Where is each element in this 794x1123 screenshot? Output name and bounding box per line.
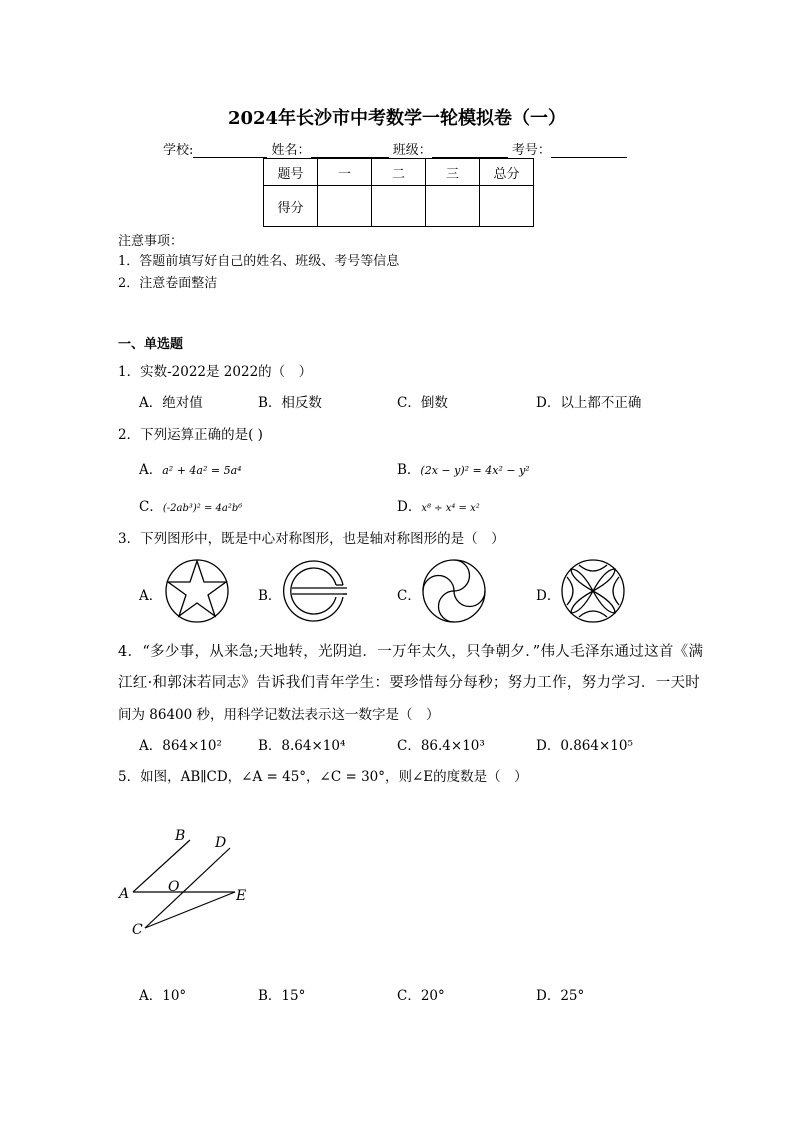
exam-no-blank[interactable] (551, 143, 627, 158)
student-info-line (163, 139, 627, 158)
note-item: 1．答题前填写好自己的姓名、班级、考号等信息 (118, 254, 400, 269)
question-4-stem-line: 间为 86400 秒，用科学记数法表示这一数字是（ ） (118, 707, 440, 723)
q1-option-a[interactable]: A．绝对值 (139, 395, 203, 411)
question-4-stem-line: 4．“多少事，从来急;天地转，光阴迫．一万年太久，只争朝夕．”伟人毛泽东通过这首《满 (118, 644, 704, 660)
score-row-label: 得分 (264, 186, 318, 227)
option-formula: x⁸ ÷ x⁴ = x² (421, 503, 480, 514)
geometry-figure (115, 820, 265, 940)
option-formula: (2x − y)² = 4x² − y² (420, 464, 530, 477)
score-table-header-row (264, 159, 534, 186)
point-label-c: C (132, 922, 143, 938)
question-5-stem: 5．如图，AB∥CD，∠A = 45°，∠C = 30°，则∠E的度数是（ ） (118, 769, 528, 785)
option-letter: B． (397, 462, 421, 478)
q2-option-b[interactable] (397, 458, 530, 478)
notes-heading: 注意事项： (118, 234, 184, 249)
name-label: 姓名： (271, 143, 311, 158)
question-2-stem: 2．下列运算正确的是( ) (118, 427, 263, 443)
section-heading: 一、单选题 (118, 337, 184, 352)
point-label-d: D (215, 835, 227, 851)
q2-option-d[interactable] (397, 495, 480, 515)
q4-option-c[interactable]: C．86.4×10³ (397, 738, 485, 754)
option-formula: (-2ab³)² = 4a²b⁶ (162, 503, 243, 514)
score-table (263, 158, 534, 227)
q5-option-d[interactable]: D．25° (536, 988, 585, 1004)
score-table-score-row (264, 186, 534, 227)
q4-option-b[interactable]: B．8.64×10⁴ (258, 738, 346, 754)
score-header-cell: 三 (426, 159, 480, 186)
point-label-a: A (119, 886, 130, 902)
option-letter: A． (139, 462, 163, 478)
q5-option-b[interactable]: B．15° (258, 988, 306, 1004)
q2-option-c[interactable] (139, 495, 242, 515)
note-item: 2．注意卷面整洁 (118, 276, 218, 291)
swirl-in-circle-icon[interactable] (420, 557, 488, 625)
q4-option-d[interactable]: D．0.864×10⁵ (536, 738, 633, 754)
option-formula: a² + 4a² = 5a⁴ (162, 464, 242, 477)
option-letter: C． (139, 499, 163, 515)
q3-option-b-label[interactable]: B． (258, 588, 282, 604)
school-label: 学校: (163, 143, 194, 158)
four-petal-in-circle-icon[interactable] (559, 557, 627, 625)
question-1-stem: 1．实数-2022是 2022的（ ） (118, 364, 313, 380)
score-cell[interactable] (372, 186, 426, 227)
e-shape-in-circle-icon[interactable] (281, 557, 349, 625)
question-3-stem: 3．下列图形中，既是中心对称图形，也是轴对称图形的是（ ） (118, 531, 505, 547)
name-blank[interactable] (311, 143, 389, 158)
q4-option-a[interactable]: A．864×10² (139, 738, 222, 754)
q5-option-c[interactable]: C．20° (397, 988, 445, 1004)
score-header-cell: 二 (372, 159, 426, 186)
question-4-stem-line: 江红·和郭沫若同志》告诉我们青年学生：要珍惜每分每秒；努力工作，努力学习．一天时 (118, 675, 701, 691)
q2-option-a[interactable] (139, 458, 242, 478)
q3-option-c-label[interactable]: C． (397, 588, 421, 604)
point-label-o: O (168, 879, 180, 895)
score-header-cell: 一 (318, 159, 372, 186)
class-blank[interactable] (432, 143, 508, 158)
q3-option-a-label[interactable]: A． (139, 588, 163, 604)
score-cell[interactable] (318, 186, 372, 227)
point-label-e: E (236, 888, 247, 904)
score-cell[interactable] (480, 186, 534, 227)
point-label-b: B (175, 828, 186, 844)
q1-option-c[interactable]: C．倒数 (397, 395, 448, 411)
star-in-circle-icon[interactable] (163, 557, 231, 625)
q1-option-d[interactable]: D．以上都不正确 (536, 395, 642, 411)
score-header-cell: 总分 (480, 159, 534, 186)
q3-option-d-label[interactable]: D． (536, 588, 561, 604)
class-label: 班级： (392, 143, 432, 158)
page-title: 2024年长沙市中考数学一轮模拟卷（一） (227, 108, 567, 129)
q5-option-a[interactable]: A．10° (139, 988, 187, 1004)
option-letter: D． (397, 499, 422, 515)
q1-option-b[interactable]: B．相反数 (258, 395, 322, 411)
school-blank[interactable] (193, 143, 267, 158)
score-cell[interactable] (426, 186, 480, 227)
exam-no-label: 考号： (511, 143, 551, 158)
score-header-cell: 题号 (264, 159, 318, 186)
